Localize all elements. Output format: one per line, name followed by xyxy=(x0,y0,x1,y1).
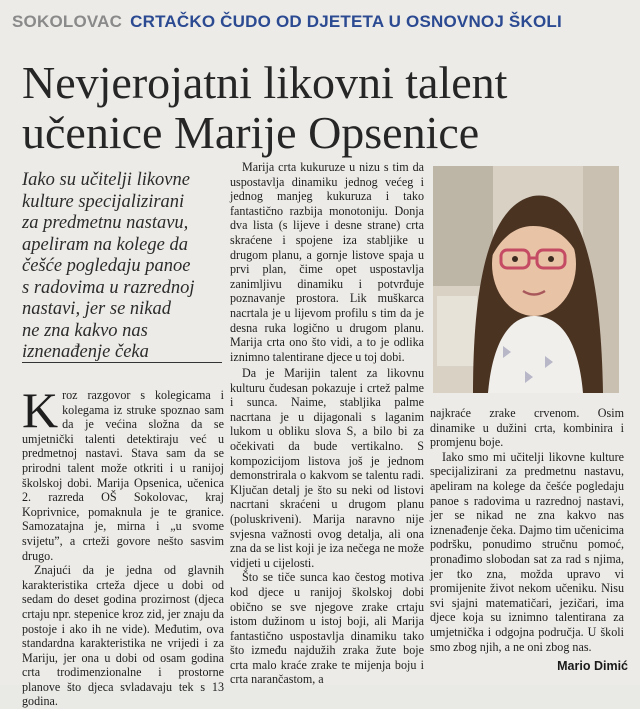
paragraph-text: roz razgovor s kolegicama i kolegama iz struke spoznao sam da je većina složna da se umjetnički talenti detektiraju već u predmetnoj nastavi. Stava sam da se prirodni talent može otkriti i u ranijoj školskoj dobi. Marija Opsenica, učenica 2. razreda OŠ Sokolovac, kraj Koprivnice, pomaknula je te granice. Samozatajna je, mirna i „u svome svijetu”, a crteži govore nešto sasvim drugo. xyxy=(22,388,224,563)
lead-line: Iako su učitelji likovne xyxy=(22,170,190,190)
girl-portrait-image xyxy=(433,166,619,393)
section-label: SOKOLOVAC xyxy=(12,12,123,31)
lead-paragraph xyxy=(22,170,222,364)
lead-line: s radovima u razrednoj xyxy=(22,277,195,298)
article-paragraph: Znajući da je jedna od glavnih karakteristika crteža djece u dobi od sedam do deset godina prozirnost (djeca crtaju npr. stepenice kroz zid, jer znaju da postoje i ako ih ne vide). Međutim, ova standardna karakteristika ne vrijedi i za Mariju, jer ona u dobi od osam godina crta trodimenzionalne i prostorne planove što djeca svladavaju tek s 13 godina. xyxy=(22,563,224,709)
lead-line: kulture specijalizirani xyxy=(22,191,185,212)
article-paragraph: Što se tiče sunca kao čestog motiva kod djece u ranijoj školskoj dobi obično se sve njegove zrake crtaju istom dužinom u istoj boji, ali Marija fantastično uspostavlja dinamiku tako što između najdužih zraka žute boje crta malo kraće zrake te mijenja boju i crta narančastom, a xyxy=(230,570,424,687)
author-byline: Mario Dimić xyxy=(557,659,628,673)
headline-line-1: Nevjerojatni likovni talent xyxy=(22,57,508,108)
kicker-subtitle: CRTAČKO ČUDO OD DJETETA U OSNOVNOJ ŠKOLI xyxy=(130,12,562,31)
article-column-2-bottom xyxy=(230,366,424,687)
article-paragraph xyxy=(22,382,224,563)
drop-cap: K xyxy=(22,382,59,438)
article-paragraph: najkraće zrake crvenom. Osim dinamike u dužini crta, kombinira i promjenu boje. xyxy=(430,406,624,450)
headline xyxy=(22,58,622,158)
article-column-2-top xyxy=(230,160,424,364)
lead-line: iznenađenje čeka xyxy=(22,342,149,362)
article-paragraph: Iako smo mi učitelji likovne kulture specijalizirani za predmetnu nastavu, apeliram na kolege da češće pogledaju panoe s radovima u razrednoj nastavi, jer se nikad ne zna kakvo nas iznenađenje čeka. Dajmo tim učenicima podršku, ponudimo stručnu pomoć, pronađimo slobodan sat za rad s njima, jer tko zna, možda upravo vi promijenite život nekom učeniku. Nisu svi sjajni matematičari, jezičari, ima djece koja su iznimno talentirana za umjetnička i odgojna područja. U školi smo zbog njih, a ne oni zbog nas. xyxy=(430,449,624,654)
lead-divider xyxy=(22,362,222,363)
article-paragraph: Marija crta kukuruze u nizu s tim da uspostavlja dinamiku jednog većeg i jednog manjeg kukuruza i tako fantastično razbija monotoniju. Donja dva lista (s lijeve i desne strane) crta skraćene i spojene iza stabljike u drugom planu, a gornje listove spaja u prvi plan, čime opet uspostavlja zanimljivu dinamiku i potvrđuje poznavanje prostora. Lik muškarca nacrtala je u lijevom profilu s tim da je desna ruka logično u drugom planu. Marija crta ono što vidi, a to je odlika iznimno talentirane djece u toj dobi. xyxy=(230,160,424,364)
headline-line-2: učenice Marije Opsenice xyxy=(22,107,480,158)
article-column-1 xyxy=(22,382,224,709)
student-photo xyxy=(433,166,619,393)
lead-line: ne zna kakvo nas xyxy=(22,320,148,341)
article-column-3 xyxy=(430,406,624,654)
lead-line: za predmetnu nastavu, xyxy=(22,213,189,233)
article-paragraph: Da je Marijin talent za likovnu kulturu čudesan pokazuje i crtež palme i sunca. Naime, stabljika palme nacrtana je u dijagonali s laganim lukom u obliku slova S, a bilo bi za očekivati da bude vertikalno. S kompozicijom listova još je jednom demonstrirala o kakvom se talentu radi. Ključan detalj je što su neki od listovi nacrtani skraćeni u drugom planu (poluskriveni). Marija naravno nije svjesna važnosti ovog detalja, ali ona zna da se list koji je iza nečega ne može vidjeti u cijelosti. xyxy=(230,366,424,570)
section-kicker xyxy=(12,12,562,32)
lead-line: češće pogledaju panoe xyxy=(22,256,191,276)
lead-line: nastavi, jer se nikad xyxy=(22,299,172,319)
lead-line: apeliram na kolege da xyxy=(22,234,188,255)
